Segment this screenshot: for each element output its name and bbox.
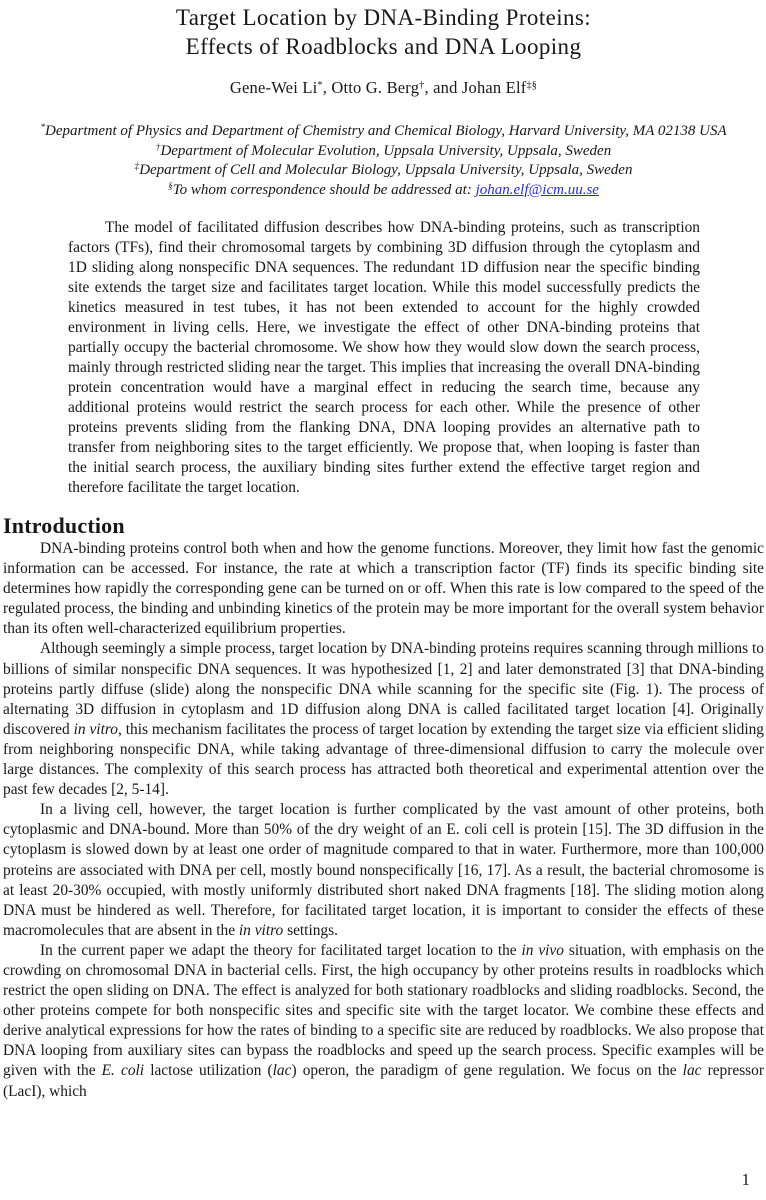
affiliation-marker: †: [155, 142, 161, 153]
affiliation-line-2: [3, 142, 764, 162]
affiliation-text: Department of Physics and Department of Chemistry and Chemical Biology, Harvard University, MA 02138 USA: [45, 123, 727, 139]
affiliation-marker: §: [168, 181, 173, 192]
correspondence-email-link[interactable]: johan.elf@icm.uu.se: [475, 181, 599, 198]
introduction-paragraph-2: Although seemingly a simple process, target location by DNA-binding proteins requires scanning through millions to billions of similar nonspecific DNA sequences. It was hypothesized [1, 2] and later demonstrated [3] that DNA-binding proteins partly diffuse (slide) along the nonspecific DNA while scanning for the specific site (Fig. 1). The process of alternating 3D diffusion in cytoplasm and 1D diffusion along DNA is called facilitated target location [4]. Originally discovered in vitro, this mechanism facilitates the process of target location by extending the target size via efficient sliding from neighboring nonspecific DNA, while taking advantage of three-dimensional diffusion to carry the molecule over large distances. The complexity of this search process has attracted both theoretical and experimental attention over the past few decades [2, 5-14].: [3, 640, 765, 799]
affiliation-text: Department of Cell and Molecular Biology, Uppsala University, Uppsala, Sweden: [139, 162, 633, 178]
correspondence-line: [3, 181, 764, 201]
affiliations-block: [3, 122, 764, 200]
introduction-paragraph-4: In the current paper we adapt the theory for facilitated target location to the in vivo situation, with emphasis on the crowding on chromosomal DNA in bacterial cells. First, the high occupancy by other proteins results in roadblocks which restrict the open sliding on DNA. The effect is analyzed for both stationary roadblocks and sliding roadblocks. Second, the other proteins compete for both nonspecific sites and specific site with the target locator. We combine these effects and derive analytical expressions for how the rates of binding to a specific site are reduced by roadblocks. We also propose that DNA looping from auxiliary sites can bypass the roadblocks and speed up the search process. Specific examples will be given with the E. coli lactose utilization (lac) operon, the paradigm of gene regulation. We focus on the lac repressor (LacI), which: [3, 941, 764, 1100]
affiliation-line-3: [3, 161, 764, 181]
affiliation-marker: *: [40, 123, 46, 133]
paper-title-line-1: Target Location by DNA-Binding Proteins:: [175, 5, 592, 30]
introduction-paragraph-1: DNA-binding proteins control both when and how the genome functions. Moreover, they limit how fast the genomic information can be accessed. For instance, the rate at which a transcription factor (TF) finds its specific binding site determines how rapidly the corresponding gene can be turned on or off. When this rate is low compared to the speed of the regulated process, the binding and unbinding kinetics of the protein may be more important for the overall system behavior than its often well-characterized equilibrium properties.: [3, 540, 764, 638]
introduction-paragraph-3: In a living cell, however, the target location is further complicated by the vast amount of other proteins, both cytoplasmic and DNA-bound. More than 50% of the dry weight of an E. coli cell is protein [15]. The 3D diffusion in the cytoplasm is slowed down by at least one order of magnitude compared to that in water. Furthermore, more than 100,000 proteins are associated with DNA per cell, mostly bound nonspecifically [16, 17]. As a result, the bacterial chromosome is at least 20-30% occupied, with mostly uniformly distributed short naked DNA fragments [18]. The sliding motion along DNA must be hindered as well. Therefore, for facilitated target location, it is important to consider the effects of these macromolecules that are absent in the in vitro settings.: [3, 801, 764, 939]
authors-line: Gene-Wei Li*, Otto G. Berg†, and Johan Elf‡§: [229, 78, 538, 97]
paper-title-line-2: Effects of Roadblocks and DNA Looping: [185, 34, 582, 59]
correspondence-text: To whom correspondence should be addressed at:: [172, 181, 476, 198]
page-number: 1: [741, 1170, 750, 1189]
introduction-body: [3, 539, 764, 1102]
abstract-block: [68, 218, 700, 498]
section-heading-introduction: Introduction: [3, 513, 125, 538]
affiliation-line-1: [3, 122, 764, 142]
affiliation-text: Department of Molecular Evolution, Uppsala University, Uppsala, Sweden: [160, 142, 612, 159]
paper-title: [3, 3, 764, 61]
abstract-paragraph: The model of facilitated diffusion describes how DNA-binding proteins, such as transcription factors (TFs), find their chromosomal targets by combining 3D diffusion through the cytoplasm and 1D sliding along nonspecific DNA sequences. The redundant 1D diffusion near the specific binding site extends the target size and facilitates target location. While this model successfully predicts the kinetics measured in test tubes, it has not been extended to account for the highly crowded environment in living cells. Here, we investigate the effect of other DNA-binding proteins that partially occupy the bacterial chromosome. We show how they would slow down the search process, mainly through restricted sliding near the target. This implies that increasing the overall DNA-binding protein concentration would have a marginal effect in reducing the search time, because any additional proteins would restrict the search process for each other. While the presence of other proteins prevents sliding from the flanking DNA, DNA looping provides an alternative path to transfer from neighboring sites to the target efficiently. We propose that, when looping is faster than the initial search process, the auxiliary binding sites further extend the effective target region and therefore facilitate the target location.: [68, 219, 700, 496]
affiliation-marker: ‡: [134, 162, 140, 172]
